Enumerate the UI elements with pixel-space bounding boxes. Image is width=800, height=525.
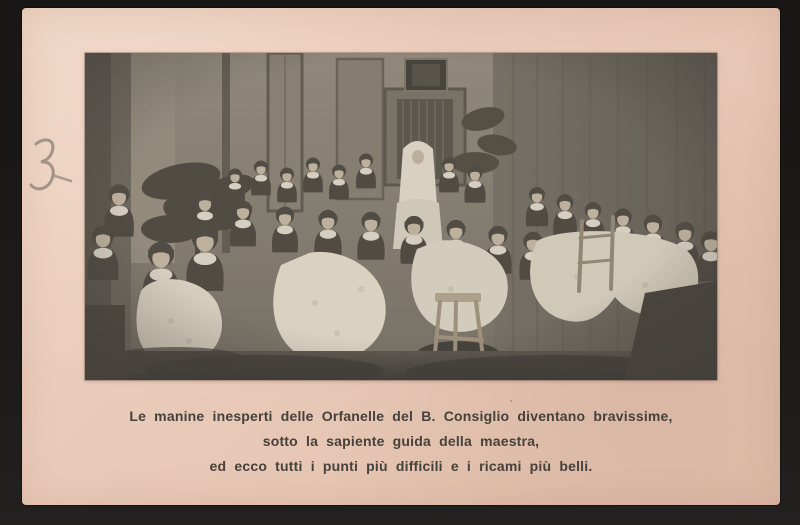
caption-line-3: ed ecco tutti i punti più difficili e i ricami più belli. (209, 458, 593, 474)
photograph (85, 53, 717, 380)
photograph-illustration (85, 53, 717, 380)
pencil-mark-3 (22, 134, 92, 200)
caption (22, 404, 780, 479)
caption-line-1: Le manine inesperti delle Orfanelle del B. Consiglio diventano bravissime, (129, 408, 673, 424)
postcard (22, 8, 780, 505)
caption-line-2: sotto la sapiente guida della maestra, (262, 433, 540, 449)
card-speck (510, 400, 512, 402)
